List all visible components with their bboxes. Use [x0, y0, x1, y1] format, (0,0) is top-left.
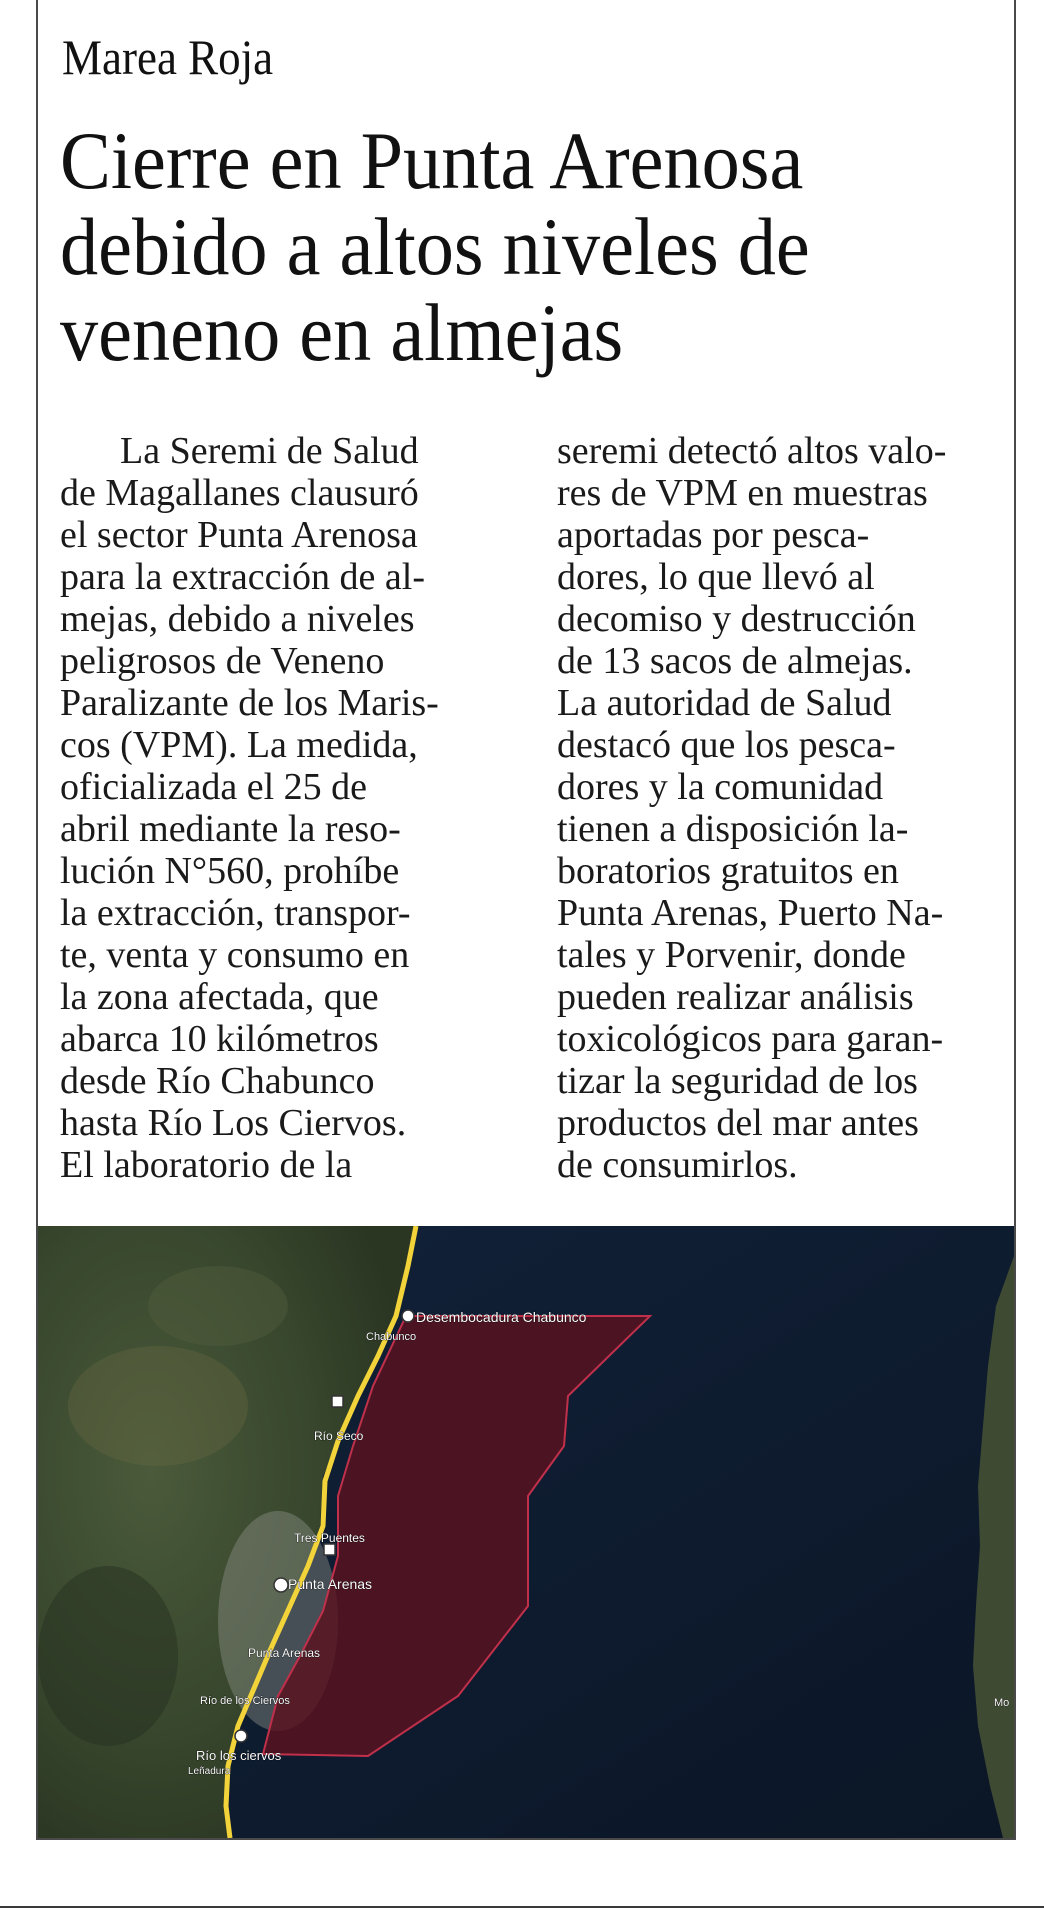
map-label-edge: Mo	[994, 1697, 1010, 1709]
satellite-map	[38, 1226, 1014, 1838]
body-line: oficializada el 25 de	[60, 766, 368, 808]
body-line: el sector Punta Arenosa	[60, 514, 418, 556]
bottom-rule	[0, 1906, 1044, 1908]
body-line: de 13 sacos de almejas.	[557, 640, 913, 682]
body-line: tales y Porvenir, donde	[557, 934, 906, 976]
body-line: Punta Arenas, Puerto Na-	[557, 892, 944, 934]
body-line: El laboratorio de la	[60, 1144, 353, 1186]
body-line: lución N°560, prohíbe	[60, 850, 400, 892]
body-line: te, venta y consumo en	[60, 934, 410, 976]
body-line: la extracción, transpor-	[60, 892, 411, 934]
body-line: tienen a disposición la-	[557, 808, 909, 850]
pin-desembocadura	[402, 1310, 414, 1322]
kicker: Marea Roja	[62, 29, 274, 85]
body-line: La Seremi de Salud	[120, 430, 419, 472]
terrain-patch	[68, 1346, 248, 1466]
body-line: cos (VPM). La medida,	[60, 724, 418, 766]
body-line: productos del mar antes	[557, 1102, 919, 1144]
body-line: seremi detectó altos valo-	[557, 430, 947, 472]
map-label-punta-arenas: Punta Arenas	[248, 1646, 321, 1660]
body-column-left	[60, 430, 500, 1186]
body-column-right	[557, 430, 997, 1186]
body-line: de consumirlos.	[557, 1144, 798, 1186]
body-line: destacó que los pesca-	[557, 724, 896, 766]
map-label-punta-arenas-pin: Punta Arenas	[288, 1576, 373, 1592]
map-label-lenadura: Leñadura	[188, 1766, 231, 1777]
map-label-rio-ciervos-pin: Río los ciervos	[196, 1748, 282, 1763]
body-line: La autoridad de Salud	[557, 682, 892, 724]
headline-line: debido a altos niveles de	[60, 201, 810, 292]
body-line: decomiso y destrucción	[557, 598, 916, 640]
body-line: tizar la seguridad de los	[557, 1060, 918, 1102]
body-line: Paralizante de los Maris-	[60, 682, 439, 724]
headline-line: Cierre en Punta Arenosa	[60, 115, 804, 206]
pin-rio-ciervos	[235, 1730, 247, 1742]
body-line: para la extracción de al-	[60, 556, 425, 598]
body-line: boratorios gratuitos en	[557, 850, 899, 892]
body-line: de Magallanes clausuró	[60, 472, 419, 514]
body-line: toxicológicos para garan-	[557, 1018, 944, 1060]
body-line: dores y la comunidad	[557, 766, 884, 808]
body-line: dores, lo que llevó al	[557, 556, 875, 598]
body-line: peligrosos de Veneno	[60, 640, 385, 682]
map-label-desembocadura: Desembocadura Chabunco	[416, 1309, 587, 1325]
pin-rio-seco	[332, 1396, 343, 1407]
map-label-rio-seco: Río Seco	[314, 1429, 364, 1443]
terrain-patch	[148, 1266, 288, 1346]
headline	[60, 115, 934, 378]
body-line: res de VPM en muestras	[557, 472, 928, 514]
pin-punta-arenas	[274, 1578, 288, 1592]
body-line: abril mediante la reso-	[60, 808, 401, 850]
body-line: pueden realizar análisis	[557, 976, 914, 1018]
headline-line: veneno en almejas	[60, 287, 624, 378]
map-label-chabunco: Chabunco	[366, 1331, 417, 1343]
map-label-rio-ciervos-road: Río de los Ciervos	[200, 1695, 290, 1707]
body-line: abarca 10 kilómetros	[60, 1018, 379, 1060]
body-line: aportadas por pesca-	[557, 514, 870, 556]
pin-tres-puentes	[324, 1544, 335, 1555]
body-line: la zona afectada, que	[60, 976, 379, 1018]
body-line: desde Río Chabunco	[60, 1060, 375, 1102]
terrain-patch	[38, 1566, 178, 1746]
body-line: hasta Río Los Ciervos.	[60, 1102, 407, 1144]
map-label-tres-puentes: Tres Puentes	[294, 1531, 365, 1545]
body-line: mejas, debido a niveles	[60, 598, 415, 640]
